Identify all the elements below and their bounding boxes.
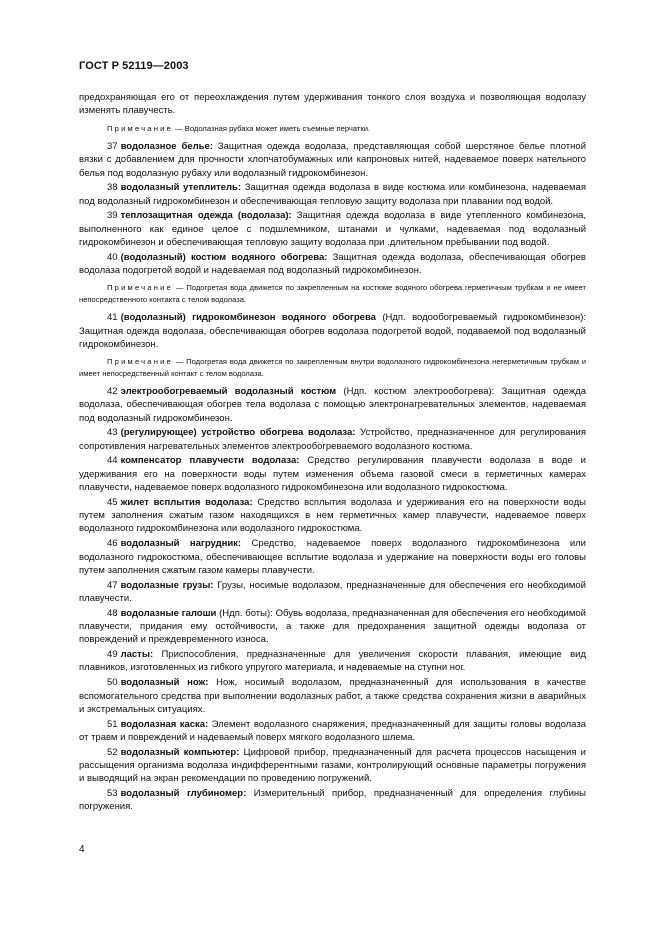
- term-number: 38: [107, 182, 118, 194]
- term-entry-50: [79, 676, 586, 716]
- terms-list: [79, 140, 586, 814]
- intro-paragraph: предохраняющая его от переохлаждения путем удерживания тонкого слоя воздуха и позволяющая водолазу изменять плавучесть.: [79, 92, 586, 117]
- note-text: — Подогретая вода движется по закрепленным на костюме водяного обогрева герметичным трубкам и не имеет непосредственного контакта с телом водолаза.: [79, 283, 586, 304]
- term-title: водолазный глубиномер:: [120, 788, 247, 800]
- term-entry-47: [79, 579, 586, 606]
- term-definition: Защитная одежда водолаза в виде утепленного комбинезона, выполненного как единое целое с подшлемником, штанами и чулками, надеваемая под водолазный гидрокомбинезон и обеспечивающая тепловую защиту водолаза при .длительном пребывании под водой.: [79, 210, 586, 249]
- term-number: 45: [107, 496, 118, 508]
- term-title: водолазный нож:: [120, 677, 209, 689]
- term-entry-38: [79, 181, 586, 208]
- term-number: 51: [107, 718, 118, 730]
- note-label: Примечание: [107, 357, 173, 367]
- note-label: Примечание: [107, 123, 173, 133]
- term-definition: Защитная одежда водолаза, представляющая собой шерстяное белье плотной вязки с добавлением для прочности хлопчатобумажных или капроновых нитей, надеваемое поверх нательного белья под водолазную рубаху или водолазный гидрокомбинезон.: [79, 141, 586, 179]
- note-40: [79, 282, 586, 305]
- note-36: [79, 123, 586, 134]
- term-entry-48: [79, 607, 586, 647]
- term-title: водолазная каска:: [120, 718, 209, 730]
- term-number: 37: [107, 141, 118, 152]
- term-definition: Нож, носимый водолазом, предназначенный для использования в качестве вспомогательного средства при выполнении водолазных работ, а также средства сохранения жизни в аварийных и экстремальных ситуациях.: [79, 677, 586, 715]
- term-number: 46: [107, 538, 118, 550]
- note-label: Примечание: [107, 283, 173, 293]
- term-title: (регулирующее) устройство обогрева водолаза:: [120, 427, 356, 439]
- term-title: компенсатор плавучести водолаза:: [120, 455, 300, 467]
- term-number: 50: [107, 677, 118, 689]
- term-definition: Цифровой прибор, предназначенный для расчета процессов насыщения и рассыщения организма водолаза индифферентными газами, контролирующий основные параметры погружения и выводящий на экран рекомендации по проведению погружений.: [79, 746, 586, 785]
- term-title: водолазный утеплитель:: [120, 182, 242, 194]
- term-number: 53: [107, 788, 118, 800]
- term-title: водолазный нагрудник:: [120, 538, 242, 550]
- term-number: 48: [107, 607, 118, 619]
- term-title: (водолазный) костюм водяного обогрева:: [120, 251, 328, 263]
- term-number: 49: [107, 649, 118, 661]
- term-definition: Измерительный прибор, предназначенный для определения глубины погружения.: [79, 788, 586, 813]
- term-number: 42: [107, 385, 118, 397]
- term-definition: Грузы, носимые водолазом, предназначенные для обеспечения его необходимой плавучести.: [79, 579, 586, 604]
- term-definition: Устройство, предназначенное для регулирования сопротивления нагревательных элементов электрообогреваемого водолазного костюма.: [79, 427, 586, 452]
- term-number: 52: [107, 746, 118, 758]
- term-entry-43: [79, 426, 586, 453]
- term-definition: Средство регулирования плавучести водолаза в воде и удерживания его на поверхности воды путем изменения объема газовой смеси в герметичных камерах плавучести, надеваемое поверх водолазного гидрокомбинезона или водолазного гидрокостюма.: [79, 455, 586, 494]
- term-entry-51: [79, 718, 586, 745]
- term-title: водолазное белье:: [120, 141, 213, 152]
- term-definition: (Ндп. водообогреваемый гидрокомбинезон): Защитная одежда водолаза, обеспечивающая обогрев водолаза подогретой водой, подаваемой под водолазный гидрокомбинезон.: [79, 312, 587, 350]
- term-title: водолазный компьютер:: [120, 746, 240, 758]
- note-text: — Подогретая вода движется по закрепленным внутри водолазного гидрокомбинезона негерметичным трубкам и имеет непосредственный контакт с телом водолаза.: [79, 357, 586, 378]
- term-title: жилет всплытия водолаза:: [120, 496, 253, 508]
- term-definition: Защитная одежда водолаза, обеспечивающая обогрев водолаза подогретой водой и надеваемая под водолазный гидрокомбинезон.: [79, 251, 586, 277]
- term-title: ласты:: [120, 649, 154, 661]
- term-entry-41: [79, 311, 586, 351]
- term-number: 47: [107, 579, 118, 591]
- term-title: водолазные галоши: [120, 607, 217, 619]
- term-number: 43: [107, 427, 118, 439]
- term-entry-42: [79, 385, 586, 425]
- document-body: [79, 91, 586, 815]
- term-entry-49: [79, 648, 586, 675]
- standard-header: ГОСТ Р 52119—2003: [79, 60, 189, 72]
- term-number: 44: [107, 455, 118, 467]
- term-definition: (Ндп. костюм электрообогрева): Защитная одежда водолаза, обеспечивающая обогрев тела водолаза с помощью электронагревательных элементов, надеваемая под водолазный гидрокомбинезон.: [79, 385, 587, 424]
- term-entry-37: [79, 140, 586, 180]
- term-number: 41: [107, 312, 118, 324]
- term-definition: Элемент водолазного снаряжения, предназначенный для защиты головы водолаза от травм и повреждений и надеваемый поверх мягкого водолазного шлема.: [79, 718, 587, 743]
- note-41: [79, 356, 586, 379]
- term-entry-40: [79, 251, 586, 278]
- note-text: — Водолазная рубаха может иметь съемные перчатки.: [175, 123, 371, 133]
- term-definition: Приспособления, предназначенные для увеличения скорости плавания, имеющие вид плавников, изготовленных из гибкого упругого материала, и надеваемые на ступни ног.: [79, 649, 586, 674]
- term-entry-44: [79, 454, 586, 494]
- page-number: 4: [79, 844, 85, 855]
- term-entry-39: [79, 209, 586, 249]
- term-title: (водолазный) гидрокомбинезон водяного обогрева: [120, 312, 376, 324]
- term-definition: Защитная одежда водолаза в виде костюма или комбинезона, надеваемая под водолазный гидрокомбинезон и обеспечивающая тепловую защиту водолаза при плавании под водой.: [79, 182, 586, 207]
- term-title: водолазные грузы:: [120, 579, 214, 591]
- term-entry-45: [79, 496, 586, 536]
- term-number: 39: [107, 210, 118, 222]
- term-definition: Средство всплытия водолаза и удерживания его на поверхности воды путем заполнения сжатым газом находящихся в нем герметичных камер плавучести, надеваемое поверх водолазного гидрокомбинезона или водолазного гидрокостюма.: [79, 496, 586, 535]
- term-number: 40: [107, 251, 118, 263]
- term-entry-52: [79, 746, 586, 786]
- term-definition: Средство, надеваемое поверх водолазного гидрокомбинезона или водолазного гидрокостюма, обеспечивающее всплытие водолаза и удержание на поверхности воды его головы путем заполнения сжатым газом камеры плавучести.: [79, 538, 586, 576]
- term-entry-53: [79, 787, 586, 814]
- term-title: электрообогреваемый водолазный костюм: [120, 385, 337, 397]
- term-entry-46: [79, 537, 586, 577]
- term-title: теплозащитная одежда (водолаза):: [120, 210, 292, 222]
- term-definition: (Ндп. боты): Обувь водолаза, предназначенная для обеспечения его необходимой плавучести, придания ему остойчивости, а также для предохранения защитной одежды водолаза от повреждений и преждевременного износа.: [79, 607, 586, 646]
